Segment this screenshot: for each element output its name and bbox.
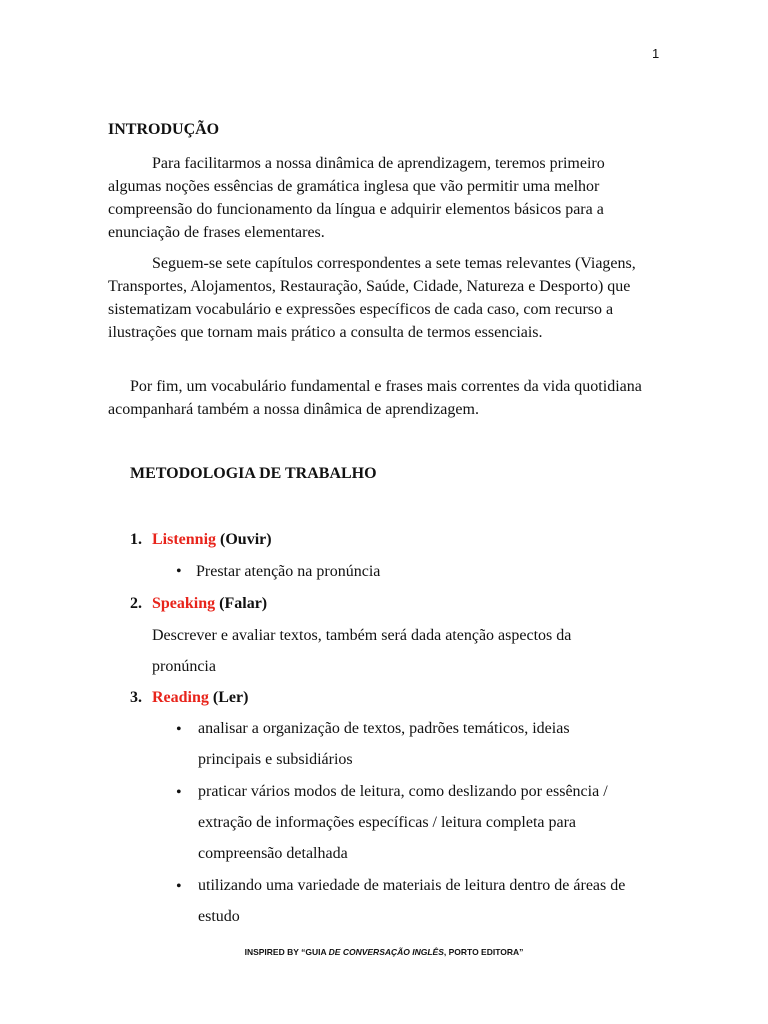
intro-paragraph-2: Seguem-se sete capítulos correspondentes a sete temas relevantes (Viagens, Transportes, Alojamentos, Restauração, Saúde, Cidade, Natureza e Desporto) que sistematizam vocabulário e expressões específicos de cada caso, com recurso a ilustrações que tornam mais prático a consulta de termos essenciais. <box>108 255 636 341</box>
list-title-1 <box>152 531 272 549</box>
list-title-3 <box>152 689 248 707</box>
list-title-2 <box>152 595 267 613</box>
bullet-icon: • <box>176 721 182 738</box>
intro-paragraph-1: Para facilitarmos a nossa dinâmica de aprendizagem, teremos primeiro algumas noções essências de gramática inglesa que vão permitir uma melhor compreensão do funcionamento da língua e adquirir elementos básicos para a enunciação de frases elementares. <box>108 155 605 241</box>
bullet-text-3-1: analisar a organização de textos, padrões temáticos, ideias principais e subsidiários <box>198 720 570 768</box>
footer-credit <box>0 947 768 957</box>
list-number-2: 2. <box>130 595 142 612</box>
bullet-text-3-3: utilizando uma variedade de materiais de leitura dentro de áreas de estudo <box>198 877 626 925</box>
intro-heading: INTRODUÇÃO <box>108 121 220 138</box>
list-number-3: 3. <box>130 689 142 706</box>
portuguese-term-falar: (Falar) <box>219 595 268 612</box>
page-number: 1 <box>652 46 660 61</box>
bullet-icon: • <box>176 784 182 801</box>
footer-prefix: INSPIRED BY “GUIA <box>244 947 329 957</box>
method-heading: METODOLOGIA DE TRABALHO <box>130 465 377 482</box>
english-term-speaking: Speaking <box>152 595 216 612</box>
english-term-listening: Listennig <box>152 531 217 548</box>
list-number-1: 1. <box>130 531 142 548</box>
bullet-text-1-1: Prestar atenção na pronúncia <box>196 563 381 580</box>
bullet-text-3-2: praticar vários modos de leitura, como deslizando por essência / extração de informações específicas / leitura completa para compreensão detalhada <box>198 783 608 862</box>
bullet-icon: • <box>176 563 182 580</box>
speaking-description: Descrever e avaliar textos, também será dada atenção aspectos da pronúncia <box>152 627 572 675</box>
footer-book-title: DE CONVERSAÇÃO INGLÊS <box>328 947 444 957</box>
footer-suffix: , PORTO EDITORA” <box>443 947 524 957</box>
english-term-reading: Reading <box>152 689 209 706</box>
intro-paragraph-3: Por fim, um vocabulário fundamental e frases mais correntes da vida quotidiana acompanhará também a nossa dinâmica de aprendizagem. <box>108 378 642 418</box>
portuguese-term-ouvir: (Ouvir) <box>220 531 272 548</box>
portuguese-term-ler: (Ler) <box>212 689 249 706</box>
bullet-icon: • <box>176 878 182 895</box>
